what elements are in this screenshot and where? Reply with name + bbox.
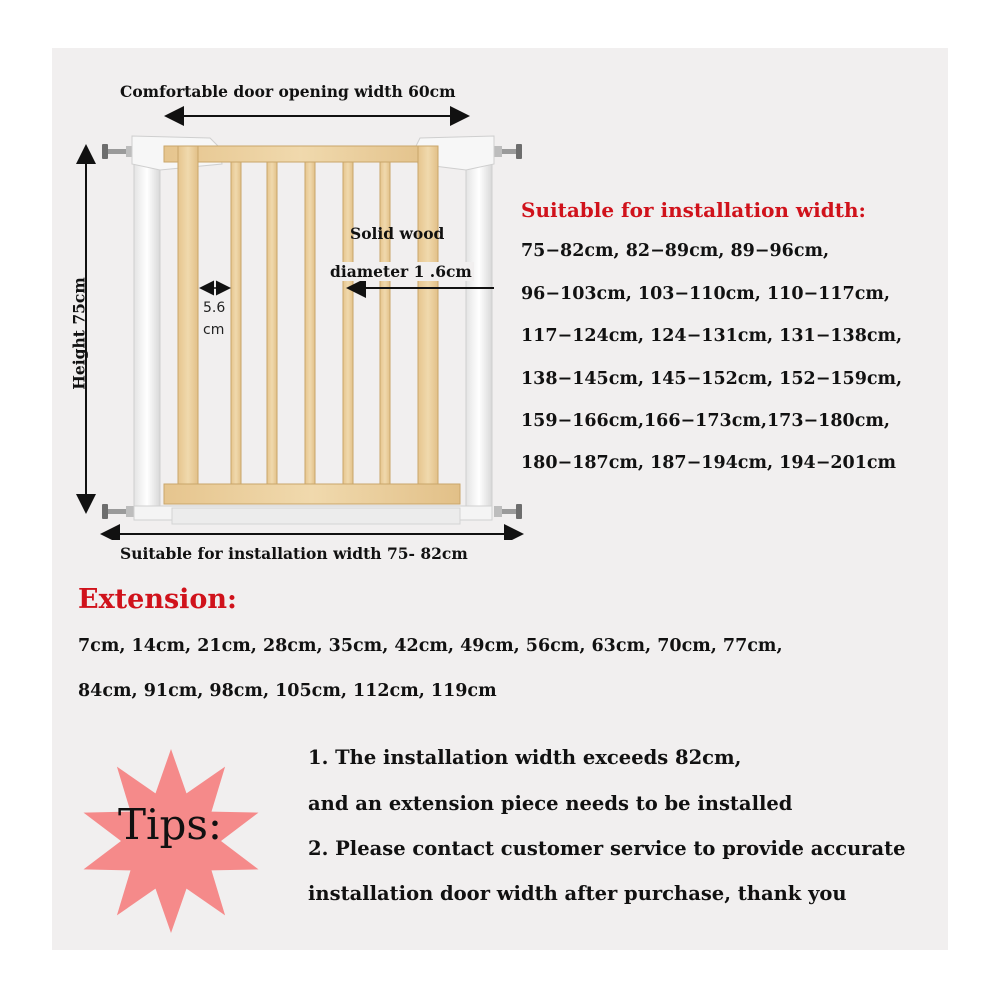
tips-badge-label: Tips: [118, 800, 223, 849]
wood-label-line1: Solid wood [350, 224, 445, 243]
installation-line: 180−187cm, 187−194cm, 194−201cm [521, 453, 897, 473]
tip-line: 2. Please contact customer service to provide accurate [308, 837, 906, 860]
wood-slat [305, 162, 315, 484]
installation-heading: Suitable for installation width: [521, 198, 866, 222]
wood-top-rail [164, 146, 438, 162]
wood-bottom-rail [164, 484, 460, 504]
extension-heading: Extension: [78, 584, 238, 615]
wood-left-stile [178, 146, 198, 492]
pressure-bolt-top-right [494, 144, 522, 159]
gap-unit-label: cm [203, 322, 225, 338]
wood-slat [267, 162, 277, 484]
baby-gate-illustration [60, 60, 530, 540]
installation-line: 75−82cm, 82−89cm, 89−96cm, [521, 241, 830, 261]
wood-label-line2: diameter 1 .6cm [330, 262, 472, 281]
top-dimension-label: Comfortable door opening width 60cm [120, 82, 456, 101]
gap-value-label: 5.6 [203, 300, 226, 316]
installation-line: 117−124cm, 124−131cm, 131−138cm, [521, 326, 903, 346]
installation-line: 96−103cm, 103−110cm, 110−117cm, [521, 284, 890, 304]
pressure-bolt-bottom-right [494, 504, 522, 519]
wood-slat [343, 162, 353, 484]
wood-right-stile [418, 146, 438, 492]
left-pole [134, 138, 160, 518]
height-dimension-label: Height 75cm [69, 277, 89, 390]
floor-plate [172, 508, 460, 524]
wood-slats [231, 162, 390, 484]
wood-slat [380, 162, 390, 484]
pressure-bolt-top-left [102, 144, 134, 159]
tip-line: installation door width after purchase, thank you [308, 882, 847, 905]
pressure-bolt-bottom-left [102, 504, 134, 519]
installation-line: 138−145cm, 145−152cm, 152−159cm, [521, 369, 903, 389]
extension-line: 7cm, 14cm, 21cm, 28cm, 35cm, 42cm, 49cm, 56cm, 63cm, 70cm, 77cm, [78, 636, 783, 656]
installation-line: 159−166cm,166−173cm,173−180cm, [521, 411, 890, 431]
tip-line: 1. The installation width exceeds 82cm, [308, 746, 742, 769]
right-pole [466, 138, 492, 518]
tip-line: and an extension piece needs to be installed [308, 792, 793, 815]
wood-slat [231, 162, 241, 484]
bottom-dimension-label: Suitable for installation width 75- 82cm [120, 544, 468, 563]
extension-line: 84cm, 91cm, 98cm, 105cm, 112cm, 119cm [78, 681, 497, 701]
